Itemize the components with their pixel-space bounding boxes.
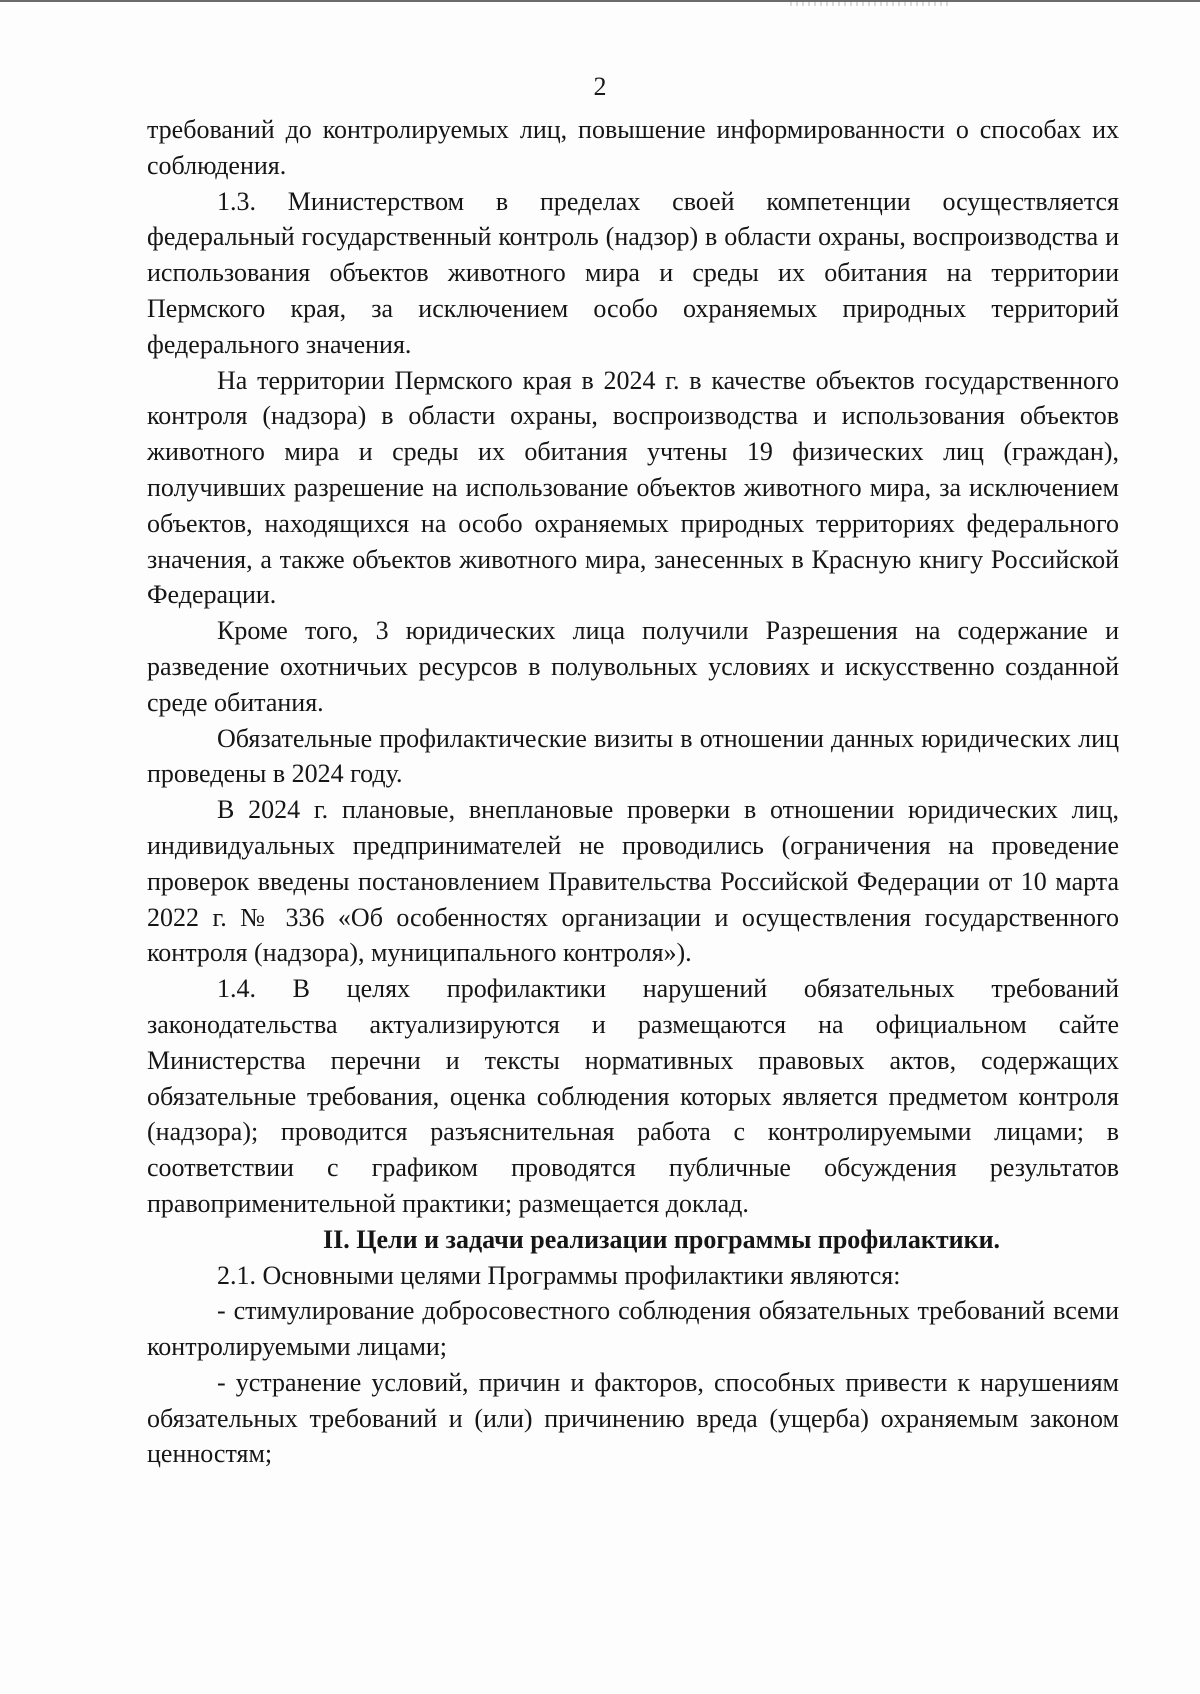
page-number: 2	[593, 72, 607, 101]
document-body	[147, 112, 1119, 1472]
paragraph-prophylactic-visits: Обязательные профилактические визиты в отношении данных юридических лиц проведены в 2024 году.	[147, 723, 1119, 789]
section-heading: II. Цели и задачи реализации программы профилактики.	[323, 1224, 1001, 1254]
list-item-goal-1: - стимулирование добросовестного соблюдения обязательных требований всеми контролируемыми лицами;	[147, 1296, 1119, 1362]
paragraph-legal-entities-permits: Кроме того, 3 юридических лица получили Разрешения на содержание и разведение охотничьих ресурсов в полувольных условиях и искусственно созданной среде обитания.	[147, 616, 1119, 717]
paragraph-inspections: В 2024 г. плановые, внеплановые проверки в отношении юридических лиц, индивидуальных предпринимателей не проводились (ограничения на проведение проверок введены постановлением Правительства Российской Федерации от 10 марта 2022 г. № 336 «Об особенностях организации и осуществления государственного контроля (надзора), муниципального контроля»).	[147, 795, 1119, 968]
paragraph-2-1: 2.1. Основными целями Программы профилактики являются:	[217, 1260, 901, 1290]
scan-artifact	[790, 2, 950, 6]
list-item-goal-2: - устранение условий, причин и факторов, способных привести к нарушениям обязательных требований и (или) причинению вреда (ущерба) охраняемым законом ценностям;	[147, 1367, 1119, 1469]
paragraph-objects-of-control: На территории Пермского края в 2024 г. в качестве объектов государственного контроля (надзора) в области охраны, воспроизводства и использования объектов животного мира и среды их обитания учтены 19 физических лиц (граждан), получивших разрешение на использование объектов животного мира, за исключением объектов, находящихся на особо охраняемых природных территориях федерального значения, а также объектов животного мира, занесенных в Красную книгу Российской Федерации.	[147, 365, 1119, 610]
paragraph-1-4: 1.4. В целях профилактики нарушений обязательных требований законодательства актуализируются и размещаются на официальном сайте Министерства перечни и тексты нормативных правовых актов, содержащих обязательные требования, оценка соблюдения которых является предметом контроля (надзора); проводится разъяснительная работа с контролируемыми лицами; в соответствии с графиком проводятся публичные обсуждения результатов правоприменительной практики; размещается доклад.	[147, 974, 1119, 1218]
paragraph-1-3: 1.3. Министерством в пределах своей компетенции осуществляется федеральный государственный контроль (надзор) в области охраны, воспроизводства и использования объектов животного мира и среды их обитания на территории Пермского края, за исключением особо охраняемых природных территорий федерального значения.	[147, 186, 1119, 359]
paragraph-continuation: требований до контролируемых лиц, повышение информированности о способах их соблюдения.	[147, 115, 1119, 180]
